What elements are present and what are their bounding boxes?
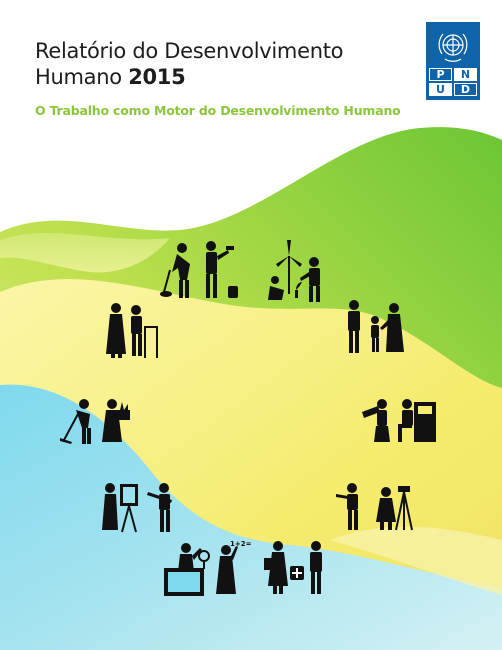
logo-letters: [429, 68, 477, 96]
family-care-icon: [342, 300, 408, 356]
title-line-2: Humano: [35, 65, 122, 89]
farming-icon: [60, 398, 134, 446]
office-work-icon: [362, 398, 436, 444]
health-care-icon: [262, 540, 330, 596]
logo-letter-n: N: [454, 68, 477, 81]
logo-letter-d: D: [454, 83, 477, 96]
logo-letter-u: U: [429, 83, 452, 96]
cleaning-workers-icon: [160, 240, 242, 302]
elderly-care-icon: [104, 302, 162, 360]
svg-text:1+2=: 1+2=: [230, 540, 252, 548]
title-line-1: Relatório do Desenvolvimento: [35, 39, 344, 63]
report-subtitle: O Trabalho como Motor do Desenvolvimento Humano: [35, 103, 401, 118]
report-title: [35, 38, 343, 90]
teaching-icon: [164, 538, 252, 598]
surveying-icon: [336, 482, 418, 532]
wind-farm-planting-icon: [262, 238, 334, 304]
report-year: 2015: [128, 65, 186, 89]
art-music-icon: [102, 482, 184, 534]
un-emblem-icon: [433, 26, 473, 66]
undp-logo: [426, 22, 480, 100]
logo-letter-p: P: [429, 68, 452, 81]
